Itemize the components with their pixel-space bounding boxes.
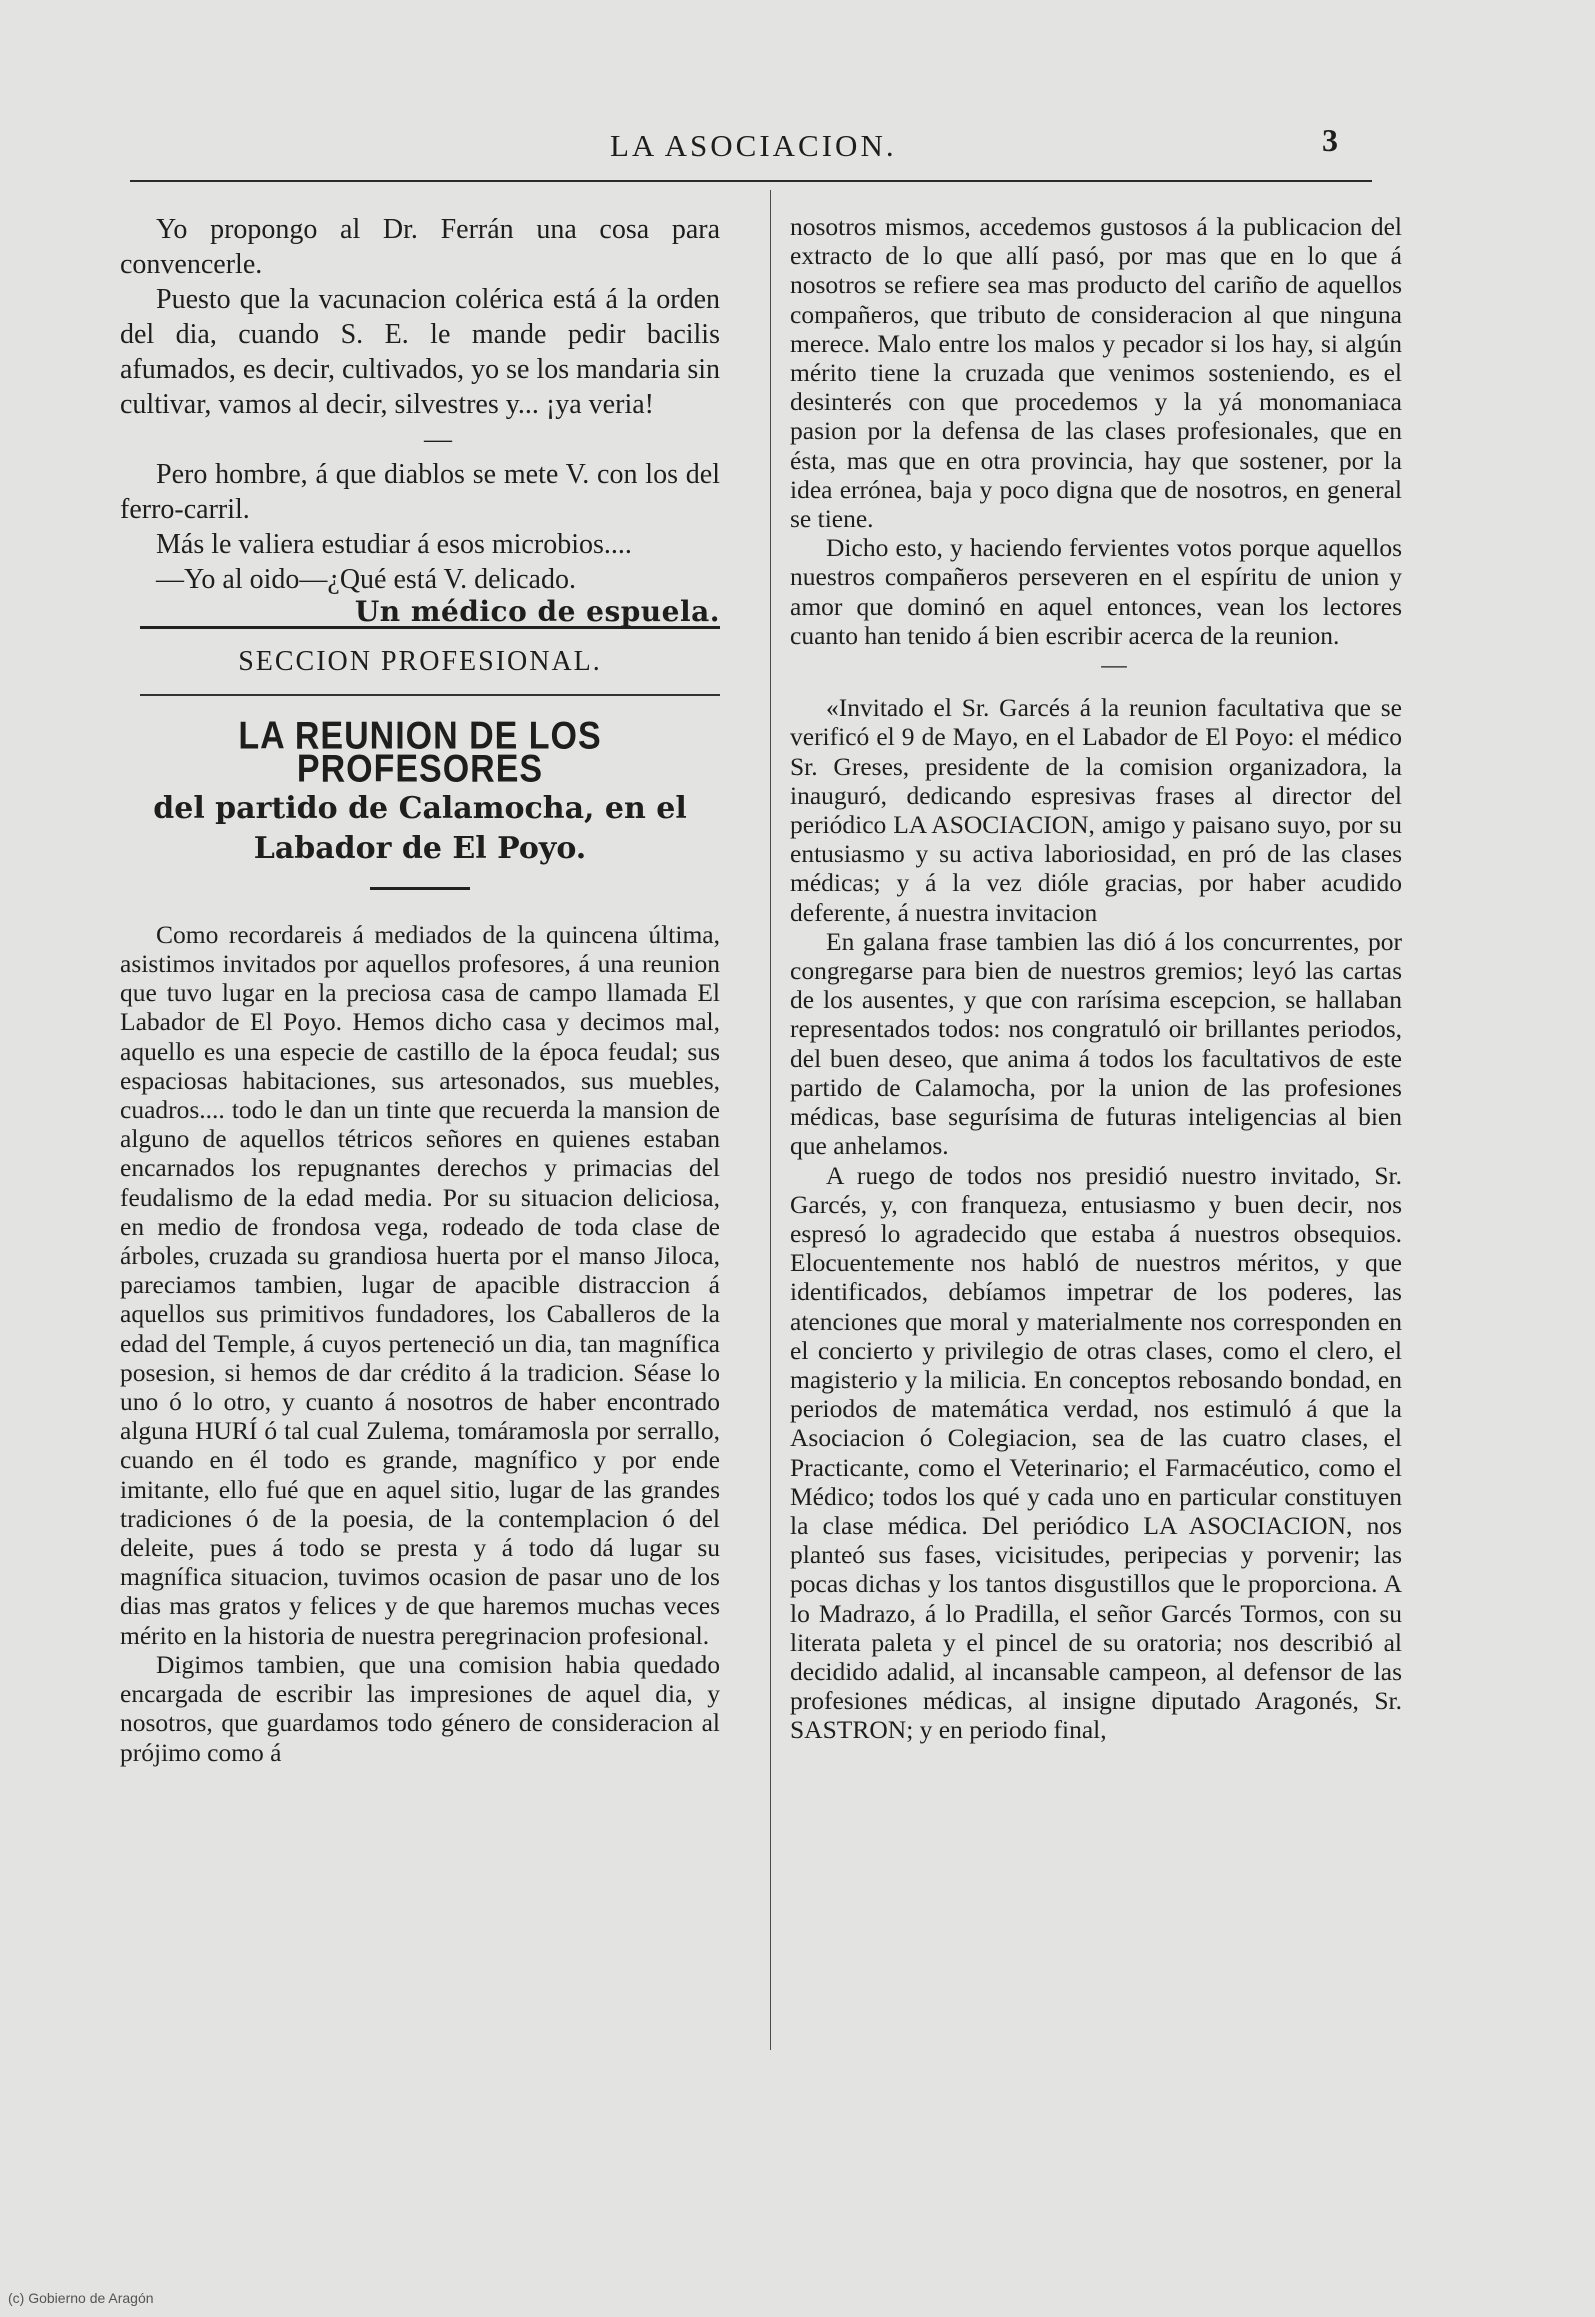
footer-credit: (c) Gobierno de Aragón xyxy=(8,2290,154,2306)
headline-rule xyxy=(370,887,470,890)
column-divider xyxy=(770,190,771,2050)
quote-paragraph: A ruego de todos nos presidió nuestro invitado, Sr. Garcés, y, con franqueza, entusiasmo y buen decir, nos espresó lo agradecido que estaba á nuestros obsequios. Elocuentemente nos habló de nuestros méritos, y que identificados, debíamos impetrar de los poderes, las atenciones que moral y materialmente nos corresponden en el concierto y privilegio de otras clases, como el clero, el magisterio y la milicia. En conceptos rebosando bondad, en periodos de matemática verdad, nos estimuló á que la Asociacion ó Colegiacion, sea de las cuatro clases, el Practicante, como el Veterinario; el Farmacéutico, como el Médico; todos los qué y cada uno en particular constituyen la clase médica. Del periódico LA ASOCIACION, nos planteó sus fases, vicisitudes, peripecias y porvenir; las pocas dichas y los tantos disgustillos que le proporciona. A lo Madrazo, á lo Pradilla, el señor Garcés Tormos, con su literata paleta y el pincel de su oratoria; nos describió al decidido adalid, al incansable campeon, al defensor de las profesiones médicas, al insigne diputado Aragonés, Sr. SASTRON; y en periodo final, xyxy=(790,1160,1402,1745)
article-headline: LA REUNION DE LOS PROFESORES xyxy=(238,714,602,792)
right-column xyxy=(790,212,1402,1745)
section-title: SECCION PROFESIONAL. xyxy=(238,646,602,678)
dash-separator: — xyxy=(424,424,452,455)
article-paragraph: Como recordareis á mediados de la quincena última, asistimos invitados por aquellos profesores, á una reunion que tuvo lugar en la preciosa casa de campo llamada El Labador de El Poyo. Hemos dicho casa y decimos mal, aquello es una especie de castillo de la época feudal; sus espaciosas habitaciones, sus artesonados, sus muebles, cuadros.... todo le dan un tinte que recuerda la mansion de alguno de aquellos tétricos señores en quienes estaban encarnados los repugnantes derechos y primacias del feudalismo de la edad media. Por su situacion deliciosa, en medio de frondosa vega, rodeado de toda clase de árboles, cruzada su grandiosa huerta por el manso Jiloca, pareciamos tambien, lugar de apacible distraccion á aquellos sus primitivos fundadores, los Caballeros de la edad del Temple, á cuyos perteneció un dia, tan magnífica posesion, si hemos de dar crédito á la tradicion. Séase lo uno ó lo otro, y cuanto á nosotros de haber encontrado alguna HURÍ ó tal cual Zulema, tomáramosla por serrallo, cuando en él todo es grande, magnífico y por ende imitante, ello fué que en aquel sitio, lugar de las grandes tradiciones ó de la poesia, de la contemplacion ó del deleite, pues á todo se presta y á todo dá lugar su magnífica situacion, tuvimos ocasion de pasar uno de los dias mas gratos y felices y de que haremos muchas veces mérito en la historia de nuestra peregrinacion profesional. xyxy=(120,919,720,1650)
page-number: 3 xyxy=(1322,122,1338,158)
quote-paragraph: «Invitado el Sr. Garcés á la reunion facultativa que se verificó el 9 de Mayo, en el Labador de El Poyo: el médico Sr. Greses, presidente de la comision organizadora, la inauguró, dedicando espresivas frases al director del periódico LA ASOCIACION, amigo y paisano suyo, por su entusiasmo y su activa laboriosidad, en pró de las clases médicas; y á la vez dióle gracias, por haber acudido deferente, á nuestra invitacion xyxy=(790,693,1402,927)
quote-paragraph: En galana frase tambien las dió á los concurrentes, por congregarse para bien de nuestros gremios; leyó las cartas de los ausentes, y que con rarísima escepcion, se hallaban representados todos: nos congratuló oir brillantes periodos, del buen deseo, que anima á todos los facultativos de este partido de Calamocha, por la union de las profesiones médicas, base segurísima de futuras inteligencias al bien que anhelamos. xyxy=(790,926,1402,1161)
left-column xyxy=(120,212,720,1767)
letter-paragraph: Puesto que la vacunacion colérica está á la orden del dia, cuando S. E. le mande pedir bacilis afumados, es decir, cultivados, yo se los mandaria sin cultivar, vamos al decir, silvestres y... ¡ya veria! xyxy=(120,284,720,420)
spacer xyxy=(790,679,1402,693)
dash-separator: — xyxy=(1101,650,1127,680)
letter-paragraph: Yo propongo al Dr. Ferrán una cosa para convencerle. xyxy=(120,214,720,280)
section-rule-bottom xyxy=(140,694,720,696)
running-title: LA ASOCIACION. xyxy=(610,128,897,163)
dialogue-line: —Yo al oido—¿Qué está V. delicado. xyxy=(156,564,576,595)
article-paragraph: Digimos tambien, que una comision habia quedado encargada de escribir las impresiones de aquel dia, y nosotros, que guardamos todo género de consideracion al prójimo como á xyxy=(120,1649,720,1767)
dialogue-line: Pero hombre, á que diablos se mete V. con los del ferro-carril. xyxy=(120,459,720,525)
article-paragraph: nosotros mismos, accedemos gustosos á la publicacion del extracto de lo que allí pasó, por mas que en lo que á nosotros se refiere sea mas producto del cariño de aquellos compañeros, que tributo de consideracion al que ninguna merece. Malo entre los malos y pecador si los hay, si algún mérito tiene la cruzada que venimos sosteniendo, es el desinterés con que procedemos y la yá monomaniaca pasion por la defensa de las clases profesionales, que en ésta, mas que en otra provincia, hay que sostener, por la idea errónea, baja y poco digna que de nosotros, en general se tiene. xyxy=(790,212,1402,534)
signature: Un médico de espuela. xyxy=(354,595,720,628)
header-rule xyxy=(130,180,1372,182)
dialogue-line: Más le valiera estudiar á esos microbios.... xyxy=(156,529,632,560)
article-paragraph: Dicho esto, y haciendo fervientes votos porque aquellos nuestros compañeros perseveren en el espíritu de union y amor que dominó en aquel entonces, vean los lectores cuanto han tenido á bien escribir acerca de la reunion. xyxy=(790,533,1402,650)
article-subheadline: del partido de Calamocha, en el Labador de El Poyo. xyxy=(153,790,687,866)
running-head xyxy=(0,122,1595,168)
